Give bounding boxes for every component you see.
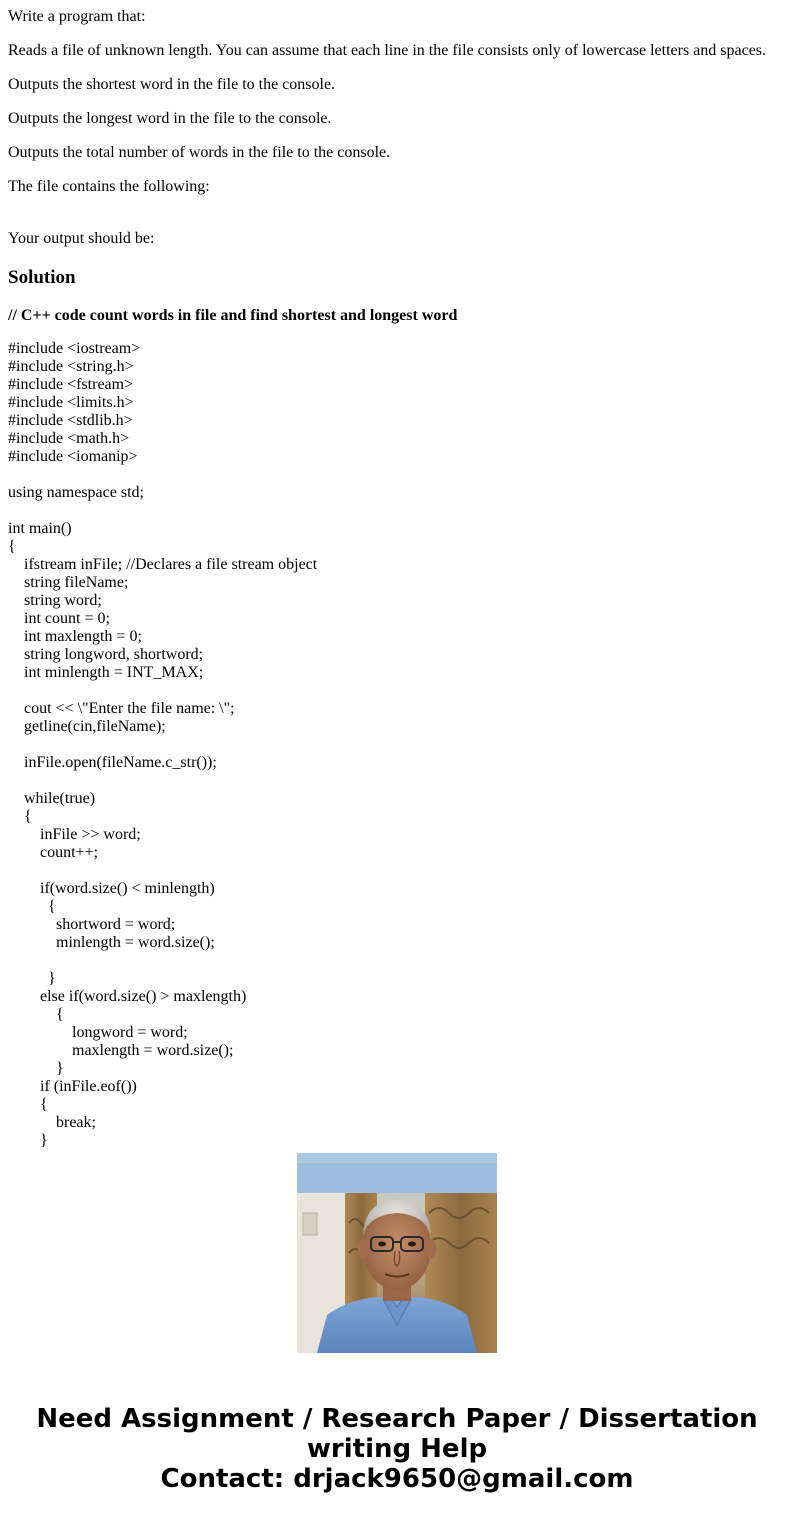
code-line: int count = 0;	[8, 610, 110, 627]
code-line: inFile.open(fileName.c_str());	[8, 754, 217, 771]
question-requirement-shortest: Outputs the shortest word in the file to the console.	[8, 76, 336, 93]
code-line: count++;	[8, 844, 99, 861]
code-line: #include <fstream>	[8, 376, 134, 393]
code-line: longword = word;	[8, 1024, 188, 1041]
code-line	[8, 772, 786, 790]
code-line: cout << \"Enter the file name: \";	[8, 700, 235, 717]
code-line: maxlength = word.size();	[8, 1042, 234, 1059]
code-line: }	[8, 970, 56, 987]
question-intro: Write a program that:	[8, 8, 146, 25]
code-line: using namespace std;	[8, 484, 144, 501]
code-line: {	[8, 898, 56, 915]
code-line	[8, 736, 786, 754]
code-line: if (inFile.eof())	[8, 1078, 137, 1095]
code-line	[8, 466, 786, 484]
question-expected-output: Your output should be:	[8, 230, 155, 247]
code-line	[8, 862, 786, 880]
code-block	[8, 340, 786, 1149]
code-line: minlength = word.size();	[8, 934, 215, 951]
code-line: inFile >> word;	[8, 826, 141, 843]
code-line: #include <stdlib.h>	[8, 412, 133, 429]
promo-banner	[0, 1404, 794, 1494]
code-line: getline(cin,fileName);	[8, 718, 166, 735]
code-line: #include <math.h>	[8, 430, 130, 447]
code-line: shortword = word;	[8, 916, 176, 933]
promo-contact: Contact: drjack9650@gmail.com	[160, 1464, 634, 1494]
code-line: if(word.size() < minlength)	[8, 880, 215, 897]
code-line: {	[8, 1096, 48, 1113]
code-line: {	[8, 538, 16, 555]
code-line: string fileName;	[8, 574, 129, 591]
code-line: #include <iomanip>	[8, 448, 138, 465]
code-line: else if(word.size() > maxlength)	[8, 988, 247, 1005]
code-line: string word;	[8, 592, 102, 609]
code-line: {	[8, 1006, 64, 1023]
code-line: while(true)	[8, 790, 96, 807]
code-line: {	[8, 808, 32, 825]
code-line: int minlength = INT_MAX;	[8, 664, 204, 681]
promo-line-2: writing Help	[306, 1434, 488, 1464]
code-line: #include <iostream>	[8, 340, 141, 357]
code-line: }	[8, 1132, 48, 1149]
question-requirement-longest: Outputs the longest word in the file to the console.	[8, 110, 332, 127]
code-line: break;	[8, 1114, 96, 1131]
question-requirement-read: Reads a file of unknown length. You can assume that each line in the file consists only of lowercase letters and spaces.	[8, 42, 767, 59]
code-line: ifstream inFile; //Declares a file stream object	[8, 556, 318, 573]
code-line	[8, 682, 786, 700]
question-file-contents: The file contains the following:	[8, 178, 210, 195]
question-requirement-count: Outputs the total number of words in the file to the console.	[8, 144, 391, 161]
promo-line-1: Need Assignment / Research Paper / Dissertation	[36, 1404, 758, 1434]
code-line: string longword, shortword;	[8, 646, 204, 663]
code-line: int maxlength = 0;	[8, 628, 142, 645]
code-line	[8, 952, 786, 970]
solution-comment: // C++ code count words in file and find shortest and longest word	[8, 307, 458, 324]
code-line: #include <limits.h>	[8, 394, 134, 411]
solution-heading: Solution	[8, 267, 76, 288]
code-line: }	[8, 1060, 64, 1077]
code-line	[8, 502, 786, 520]
code-line: #include <string.h>	[8, 358, 134, 375]
code-line: int main()	[8, 520, 72, 537]
author-avatar	[297, 1153, 497, 1353]
